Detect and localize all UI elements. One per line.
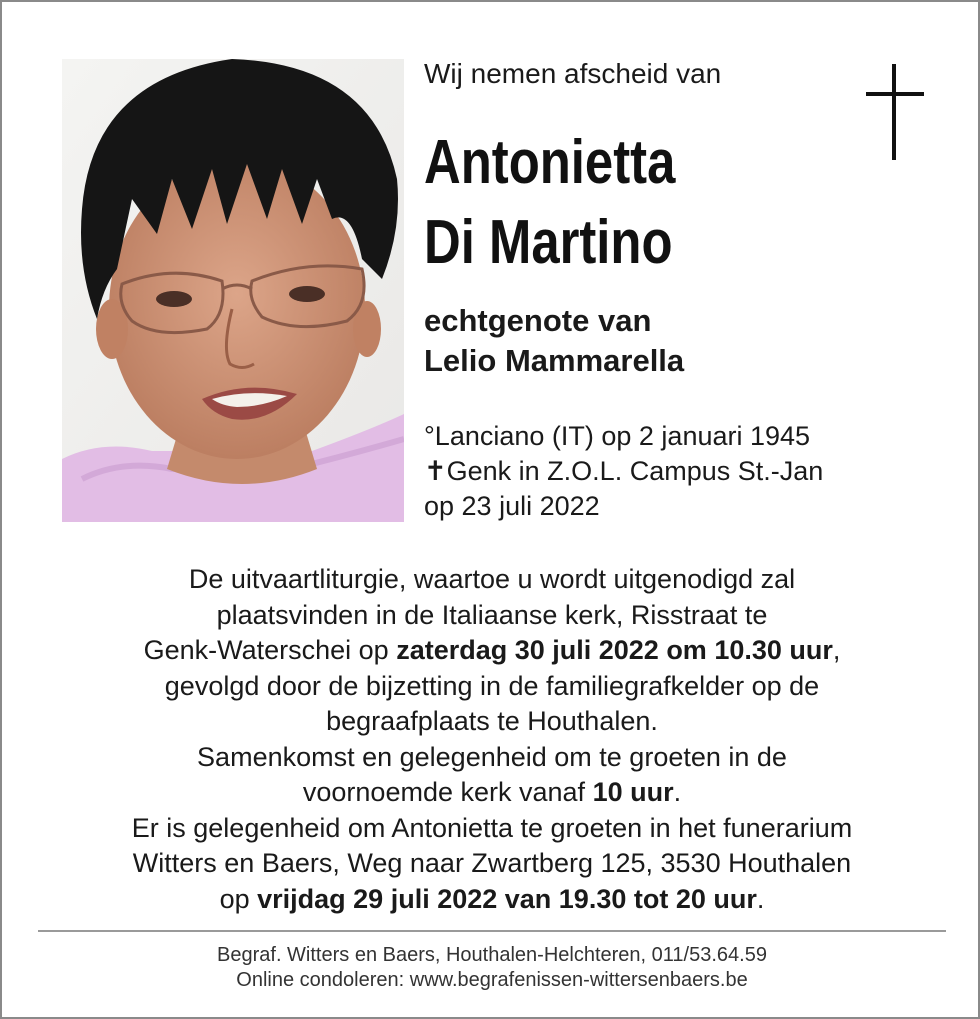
details-text: voornoemde kerk vanaf bbox=[302, 777, 593, 807]
divider bbox=[38, 930, 946, 932]
details-text: , bbox=[832, 635, 841, 665]
funeral-home-contact: Begraf. Witters en Baers, Houthalen-Helchteren, 011/53.64.59 bbox=[217, 944, 767, 966]
details-line: gevolgd door de bijzetting in de familiegrafkelder op de bbox=[164, 670, 820, 701]
details-line bbox=[22, 775, 962, 811]
details-line bbox=[22, 633, 962, 669]
funeral-datetime: zaterdag 30 juli 2022 om 10.30 uur bbox=[396, 635, 833, 665]
spouse-relation: echtgenote van bbox=[424, 303, 652, 338]
details-line: begraafplaats te Houthalen. bbox=[326, 706, 658, 736]
intro-line: Wij nemen afscheid van bbox=[424, 58, 722, 89]
details-text: . bbox=[673, 777, 682, 807]
death-date-line: op 23 juli 2022 bbox=[424, 491, 600, 521]
first-name: Antonietta bbox=[424, 128, 676, 197]
details-line bbox=[22, 882, 962, 918]
details-line: Er is gelegenheid om Antonietta te groeten in het funerarium bbox=[131, 812, 853, 843]
online-condolence-link[interactable]: Online condoleren: www.begrafenissen-wittersenbaers.be bbox=[236, 969, 748, 991]
gathering-time: 10 uur bbox=[592, 777, 674, 807]
spouse-name: Lelio Mammarella bbox=[424, 343, 685, 378]
deceased-name bbox=[424, 123, 675, 283]
details-line: De uitvaartliturgie, waartoe u wordt uitgenodigd zal bbox=[188, 564, 796, 594]
spouse-block bbox=[424, 301, 684, 381]
details-line: Samenkomst en gelegenheid om te groeten in de bbox=[197, 741, 787, 772]
funeral-details bbox=[22, 562, 962, 917]
viewing-datetime: vrijdag 29 juli 2022 van 19.30 tot 20 uur bbox=[257, 883, 757, 914]
details-text: op bbox=[219, 883, 258, 914]
life-dates bbox=[424, 419, 823, 524]
death-line: ✝Genk in Z.O.L. Campus St.-Jan bbox=[424, 456, 824, 486]
details-text: . bbox=[756, 883, 765, 914]
last-name: Di Martino bbox=[424, 208, 673, 277]
details-line: plaatsvinden in de Italiaanse kerk, Risstraat te bbox=[216, 599, 768, 630]
latin-cross-icon bbox=[866, 64, 924, 160]
birth-line: °Lanciano (IT) op 2 januari 1945 bbox=[424, 421, 811, 451]
portrait-photo bbox=[62, 59, 404, 522]
details-line: Witters en Baers, Weg naar Zwartberg 125, 3530 Houthalen bbox=[132, 848, 852, 878]
footer bbox=[22, 943, 962, 993]
details-text: Genk-Waterschei op bbox=[143, 635, 397, 665]
portrait-illustration bbox=[62, 59, 404, 522]
